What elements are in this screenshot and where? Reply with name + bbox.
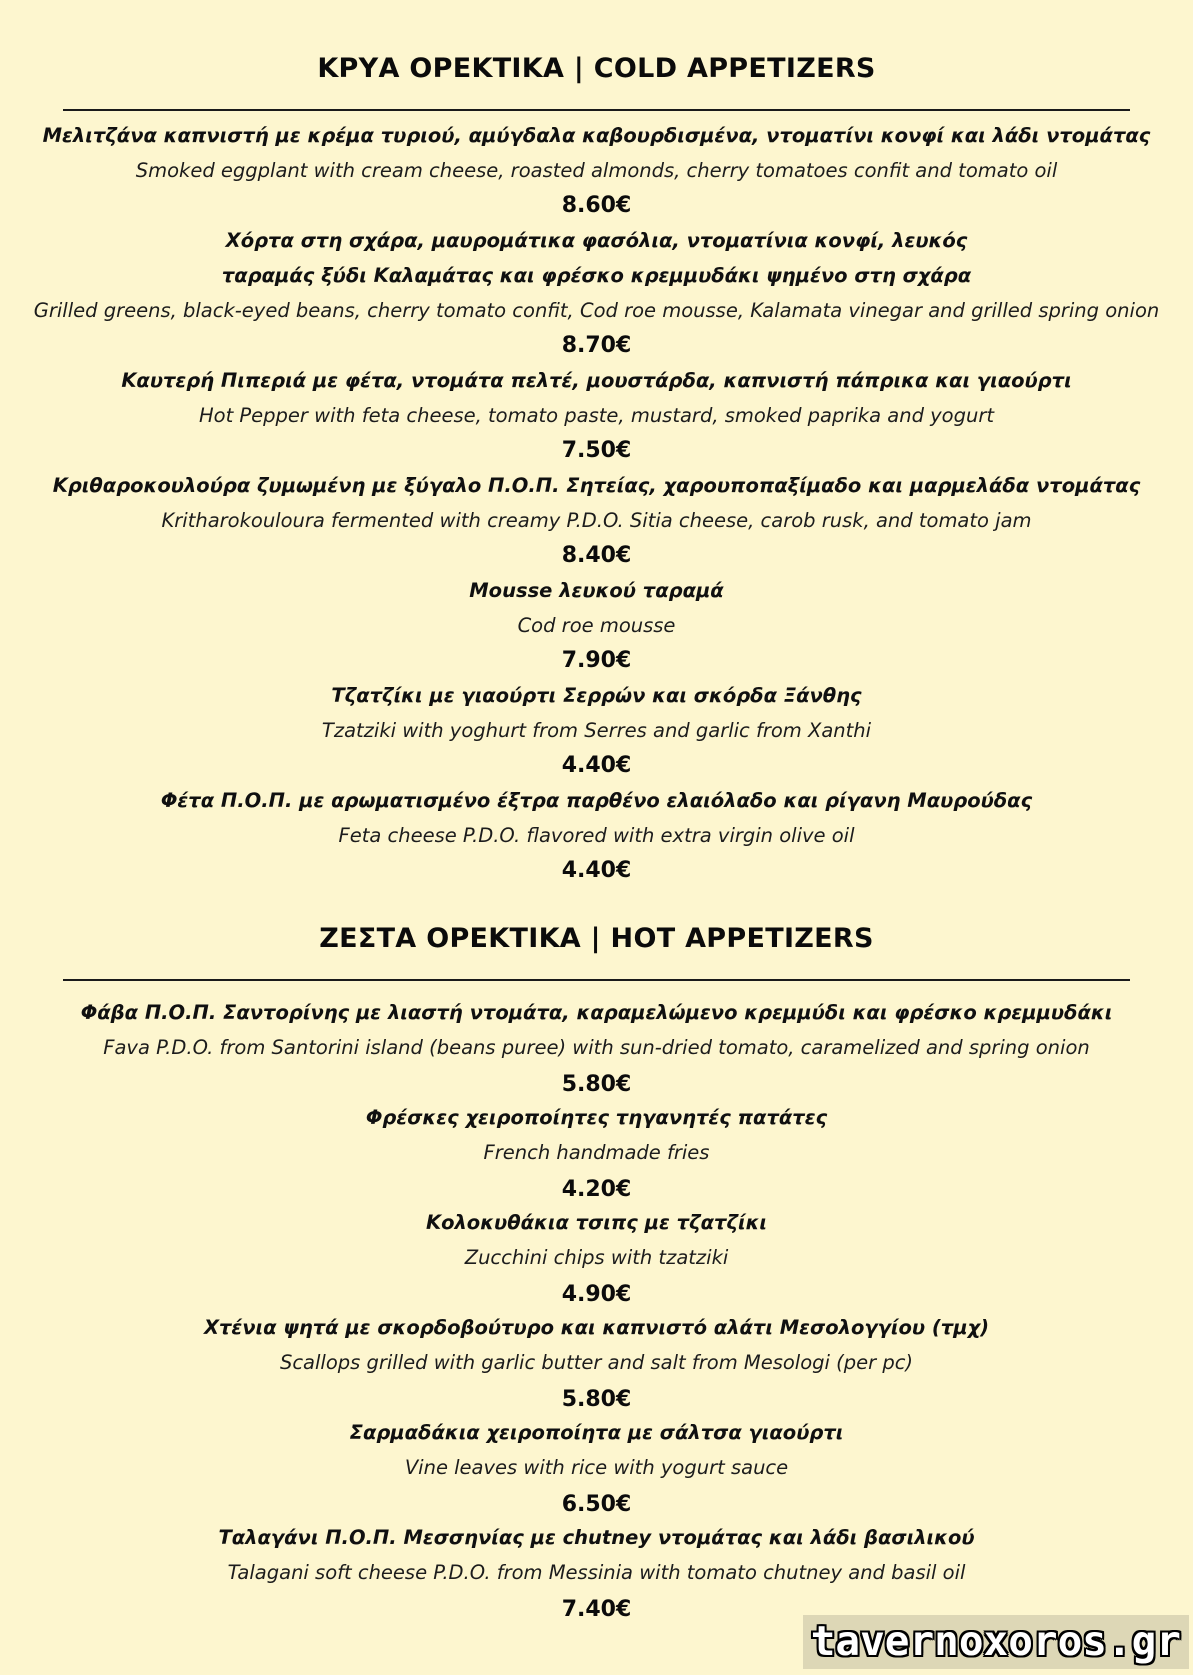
cold-item-7-price: 4.40€ xyxy=(561,858,632,883)
hot-item-6-greek: Ταλαγάνι Π.Ο.Π. Μεσσηνίας με chutney ντομάτας και λάδι βασιλικού xyxy=(218,1526,975,1549)
cold-item-2-english: Grilled greens, black-eyed beans, cherry tomato confit, Cod roe mousse, Kalamata vinegar and grilled spring onion xyxy=(33,299,1160,322)
hot-item-4-price: 5.80€ xyxy=(561,1387,632,1412)
hot-item-6-english: Talagani soft cheese P.D.O. from Messinia with tomato chutney and basil oil xyxy=(227,1561,966,1584)
hot-item-3-english: Zucchini chips with tzatziki xyxy=(464,1246,729,1269)
cold-item-1-english: Smoked eggplant with cream cheese, roasted almonds, cherry tomatoes confit and tomato oil xyxy=(135,159,1058,182)
hot-item-3-price: 4.90€ xyxy=(561,1282,632,1307)
cold-item-2-price: 8.70€ xyxy=(561,333,632,358)
hot-item-2-price: 4.20€ xyxy=(561,1177,632,1202)
hot-item-3-greek: Κολοκυθάκια τσιπς με τζατζίκι xyxy=(425,1211,768,1234)
cold-item-2-greek-line-2: ταραμάς ξύδι Καλαμάτας και φρέσκο κρεμμυδάκι ψημένο στη σχάρα xyxy=(221,264,972,287)
hot-item-1-greek: Φάβα Π.Ο.Π. Σαντορίνης με λιαστή ντομάτα, καραμελώμενο κρεμμύδι και φρέσκο κρεμμυδάκι xyxy=(80,1001,1113,1024)
cold-item-4-english: Kritharokouloura fermented with creamy P.D.O. Sitia cheese, carob rusk, and tomato jam xyxy=(161,509,1032,532)
hot-item-1-english: Fava P.D.O. from Santorini island (beans puree) with sun-dried tomato, caramelized and spring onion xyxy=(103,1036,1090,1059)
hot-item-2-greek: Φρέσκες χειροποίητες τηγανητές πατάτες xyxy=(365,1106,828,1129)
hot-item-4-greek: Χτένια ψητά με σκορδοβούτυρο και καπνιστό αλάτι Μεσολογγίου (τμχ) xyxy=(203,1316,990,1339)
hot-item-5-english: Vine leaves with rice with yogurt sauce xyxy=(404,1456,789,1479)
hot-item-2-english: French handmade fries xyxy=(483,1141,710,1164)
hot-item-6-price: 7.40€ xyxy=(561,1597,632,1622)
cold-item-6-greek: Τζατζίκι με γιαούρτι Σερρών και σκόρδα Ξάνθης xyxy=(331,684,862,707)
cold-item-3-english: Hot Pepper with feta cheese, tomato paste, mustard, smoked paprika and yogurt xyxy=(198,404,995,427)
cold-item-1-price: 8.60€ xyxy=(561,193,632,218)
cold-item-7-english: Feta cheese P.D.O. flavored with extra virgin olive oil xyxy=(338,824,855,847)
cold-item-3-price: 7.50€ xyxy=(561,438,632,463)
cold-item-6-english: Tzatziki with yoghurt from Serres and garlic from Xanthi xyxy=(321,719,872,742)
cold-item-5-greek: Mousse λευκού ταραμά xyxy=(469,579,724,602)
cold-section-title: ΚΡΥΑ ΟΡΕΚΤΙΚΑ | COLD APPETIZERS xyxy=(317,53,876,84)
cold-item-3-greek: Καυτερή Πιπεριά με φέτα, ντομάτα πελτέ, μουστάρδα, καπνιστή πάπρικα και γιαούρτι xyxy=(121,369,1072,392)
cold-item-1-greek: Μελιτζάνα καπνιστή με κρέμα τυριού, αμύγδαλα καβουρδισμένα, ντοματίνι κονφί και λάδι ντομάτας xyxy=(42,124,1151,147)
cold-item-7-greek: Φέτα Π.Ο.Π. με αρωματισμένο έξτρα παρθένο ελαιόλαδο και ρίγανη Μαυρούδας xyxy=(160,789,1033,812)
hot-item-5-greek: Σαρμαδάκια χειροποίητα με σάλτσα γιαούρτι xyxy=(349,1421,844,1444)
cold-item-6-price: 4.40€ xyxy=(561,753,632,778)
hot-section-title: ΖΕΣΤΑ ΟΡΕΚΤΙΚΑ | HOT APPETIZERS xyxy=(319,923,874,954)
hot-item-4-english: Scallops grilled with garlic butter and salt from Mesologi (per pc) xyxy=(279,1351,914,1374)
site-watermark: tavernoxoros.gr xyxy=(803,1615,1189,1669)
cold-item-5-price: 7.90€ xyxy=(561,648,632,673)
hot-item-5-price: 6.50€ xyxy=(561,1492,632,1517)
cold-item-4-price: 8.40€ xyxy=(561,543,632,568)
cold-item-4-greek: Κριθαροκουλούρα ζυμωμένη με ξύγαλο Π.Ο.Π. Σητείας, χαρουποπαξίμαδο και μαρμελάδα ντομάτας xyxy=(52,474,1141,497)
cold-item-5-english: Cod roe mousse xyxy=(517,614,676,637)
hot-section-divider xyxy=(63,979,1130,981)
cold-item-2-greek-line-1: Χόρτα στη σχάρα, μαυρομάτικα φασόλια, ντοματίνια κονφί, λευκός xyxy=(225,229,968,252)
cold-section-divider xyxy=(63,109,1130,111)
hot-item-1-price: 5.80€ xyxy=(561,1072,632,1097)
